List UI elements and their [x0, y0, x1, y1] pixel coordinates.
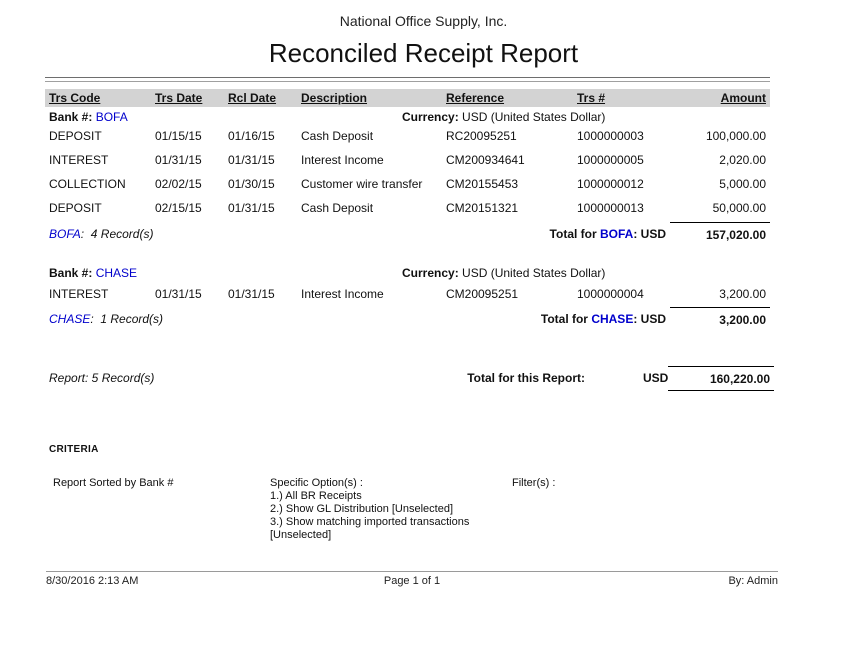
footer-divider — [46, 571, 778, 572]
company-name: National Office Supply, Inc. — [339, 13, 508, 29]
summary-bank-code[interactable]: BOFA — [49, 227, 81, 241]
currency-value: USD (United States Dollar) — [462, 266, 606, 280]
cell-rcl-date: 01/31/15 — [228, 287, 275, 301]
col-header-trs-code: Trs Code — [49, 91, 101, 105]
cell-trs-date: 01/15/15 — [155, 129, 202, 143]
cell-trs-code: INTEREST — [49, 153, 109, 167]
cell-trs-num: 1000000003 — [577, 129, 644, 143]
cell-amount: 3,200.00 — [719, 287, 766, 301]
cell-trs-num: 1000000004 — [577, 287, 644, 301]
cell-description: Interest Income — [301, 153, 384, 167]
footer — [46, 575, 778, 587]
table-row — [45, 129, 770, 143]
footer-author: By: Admin — [728, 575, 778, 587]
table-header-row — [45, 89, 770, 107]
group-total-amount: 3,200.00 — [670, 307, 770, 327]
cell-rcl-date: 01/16/15 — [228, 129, 275, 143]
currency-label: Currency: — [402, 266, 459, 280]
footer-datetime: 8/30/2016 2:13 AM — [46, 575, 139, 587]
cell-rcl-date: 01/31/15 — [228, 201, 275, 215]
cell-reference: CM200934641 — [446, 153, 525, 167]
total-for-label: Total for — [540, 312, 592, 326]
summary-record-count: : 1 Record(s) — [90, 312, 164, 326]
cell-reference: CM20151321 — [446, 201, 519, 215]
bank-code-link[interactable]: BOFA — [95, 110, 128, 124]
cell-amount: 5,000.00 — [719, 177, 766, 191]
cell-description: Cash Deposit — [301, 129, 374, 143]
col-header-reference: Reference — [446, 91, 505, 105]
report-record-count: Report: 5 Record(s) — [49, 371, 155, 385]
criteria-heading: CRITERIA — [49, 444, 99, 455]
cell-reference: CM20095251 — [446, 287, 519, 301]
total-bank-code[interactable]: CHASE — [591, 312, 634, 326]
criteria-sorted-by: Report Sorted by Bank # — [53, 477, 174, 489]
cell-amount: 50,000.00 — [712, 201, 766, 215]
footer-page-number: Page 1 of 1 — [383, 575, 441, 587]
currency-label: Currency: — [402, 110, 459, 124]
cell-trs-code: INTEREST — [49, 287, 109, 301]
cell-trs-num: 1000000013 — [577, 201, 644, 215]
cell-amount: 2,020.00 — [719, 153, 766, 167]
cell-description: Interest Income — [301, 287, 384, 301]
report-total-row — [45, 366, 775, 390]
criteria-options-label: Specific Option(s) : — [270, 477, 363, 489]
criteria-filters-label: Filter(s) : — [512, 477, 556, 489]
criteria-options — [270, 477, 520, 542]
cell-description: Customer wire transfer — [301, 177, 423, 191]
col-header-trs-date: Trs Date — [155, 91, 203, 105]
cell-trs-num: 1000000005 — [577, 153, 644, 167]
cell-trs-date: 01/31/15 — [155, 153, 202, 167]
report-title: Reconciled Receipt Report — [268, 38, 579, 68]
bank-code-link[interactable]: CHASE — [95, 266, 138, 280]
cell-trs-code: DEPOSIT — [49, 129, 102, 143]
total-currency-suffix: : USD — [633, 227, 666, 241]
cell-description: Cash Deposit — [301, 201, 374, 215]
summary-bank-code[interactable]: CHASE — [49, 312, 91, 326]
criteria-option: 3.) Show matching imported transactions — [270, 516, 470, 528]
report-total-amount: 160,220.00 — [668, 366, 774, 391]
cell-rcl-date: 01/31/15 — [228, 153, 275, 167]
cell-trs-code: COLLECTION — [49, 177, 126, 191]
cell-trs-date: 01/31/15 — [155, 287, 202, 301]
group-total-amount: 157,020.00 — [670, 222, 770, 242]
col-header-trs-num: Trs # — [577, 91, 606, 105]
table-row — [45, 287, 770, 301]
total-currency-suffix: : USD — [633, 312, 666, 326]
cell-trs-date: 02/15/15 — [155, 201, 202, 215]
criteria-option: 2.) Show GL Distribution [Unselected] — [270, 503, 454, 515]
header-divider — [45, 77, 770, 82]
cell-rcl-date: 01/30/15 — [228, 177, 275, 191]
criteria-option: [Unselected] — [270, 529, 332, 541]
cell-trs-date: 02/02/15 — [155, 177, 202, 191]
cell-trs-num: 1000000012 — [577, 177, 644, 191]
summary-record-count: : 4 Record(s) — [80, 227, 154, 241]
total-bank-code[interactable]: BOFA — [599, 227, 634, 241]
cell-amount: 100,000.00 — [705, 129, 766, 143]
table-row — [45, 201, 770, 215]
bank-number-label: Bank #: — [49, 266, 93, 280]
report-total-label: Total for this Report: — [467, 371, 585, 385]
report-total-currency: USD — [643, 371, 669, 385]
table-row — [45, 153, 770, 167]
group-summary-row — [45, 307, 770, 331]
cell-trs-code: DEPOSIT — [49, 201, 102, 215]
bank-number-label: Bank #: — [49, 110, 93, 124]
table-row — [45, 177, 770, 191]
cell-reference: CM20155453 — [446, 177, 519, 191]
total-for-label: Total for — [549, 227, 600, 241]
group-summary-row — [45, 222, 770, 246]
currency-value: USD (United States Dollar) — [462, 110, 606, 124]
col-header-description: Description — [301, 91, 368, 105]
col-header-amount: Amount — [720, 91, 766, 105]
col-header-rcl-date: Rcl Date — [228, 91, 277, 105]
cell-reference: RC20095251 — [446, 129, 517, 143]
criteria-option: 1.) All BR Receipts — [270, 490, 362, 502]
